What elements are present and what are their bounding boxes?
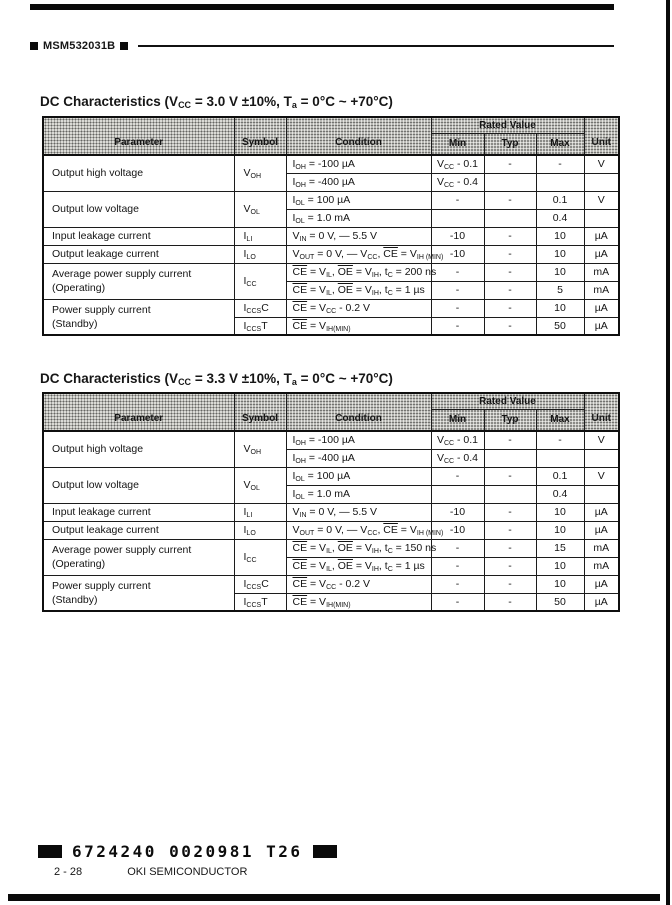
unit-cell: V [584,155,619,173]
max-cell: 10 [536,557,584,575]
typ-cell [484,209,536,227]
min-cell: - [431,299,484,317]
page-top-rule [30,4,614,10]
min-cell: -10 [431,521,484,539]
column-header-condition: Condition [286,393,431,431]
unit-cell [584,449,619,467]
condition-cell: $\overline{CE} = V_{IL}$, $\overline{OE} = V_{IH}$, $t_C = 150$ ns [286,539,431,557]
unit-cell [584,485,619,503]
min-cell: -10 [431,503,484,521]
unit-cell: mA [584,557,619,575]
dc-characteristics-table-3v0 [42,116,620,336]
typ-cell: - [484,155,536,173]
footer-code-line [28,842,347,861]
parameter-cell: Output low voltage [43,191,234,227]
typ-cell: - [484,503,536,521]
parameter-cell: Average power supply current (Operating) [43,539,234,575]
parameter-cell: Output high voltage [43,155,234,191]
min-cell: - [431,467,484,485]
typ-cell [484,449,536,467]
condition-cell: $V_{OUT} = 0$ V, — $V_{CC}$, $\overline{CE} = V_{IH (MIN)}$ [286,245,431,263]
min-cell [431,485,484,503]
table-row [43,263,619,281]
table-row [43,575,619,593]
characteristics-table [42,116,620,336]
symbol-cell: $V_{OH}$ [234,431,286,467]
typ-cell: - [484,539,536,557]
typ-cell: - [484,191,536,209]
black-square-icon [38,845,62,858]
max-cell: 0.4 [536,485,584,503]
min-cell: - [431,539,484,557]
max-cell: - [536,155,584,173]
unit-cell: µA [584,575,619,593]
typ-cell: - [484,227,536,245]
typ-cell [484,173,536,191]
table-row [43,245,619,263]
column-header-parameter: Parameter [43,117,234,155]
unit-cell: V [584,431,619,449]
condition-cell: $I_{OL} = 100$ µA [286,191,431,209]
typ-cell: - [484,521,536,539]
parameter-cell: Input leakage current [43,503,234,521]
min-cell: - [431,263,484,281]
unit-cell [584,209,619,227]
condition-cell: $I_{OH} = -100$ µA [286,431,431,449]
unit-cell: µA [584,299,619,317]
parameter-cell: Input leakage current [43,227,234,245]
unit-cell: µA [584,503,619,521]
condition-cell: $\overline{CE} = V_{CC} - 0.2$ V [286,575,431,593]
dc-characteristics-table-3v3 [42,392,620,612]
min-cell: $V_{CC} - 0.4$ [431,173,484,191]
min-cell: - [431,191,484,209]
condition-cell: $I_{OH} = -400$ µA [286,449,431,467]
unit-cell: µA [584,227,619,245]
parameter-cell: Output leakage current [43,521,234,539]
typ-cell: - [484,557,536,575]
condition-cell: $\overline{CE} = V_{IL}$, $\overline{OE} = V_{IH}$, $t_C = 1$ µs [286,281,431,299]
unit-cell: µA [584,245,619,263]
characteristics-table [42,392,620,612]
table-row [43,191,619,209]
column-header-typ: Typ [484,133,536,155]
min-cell [431,209,484,227]
section-title-dc-characteristics-3v0: DC Characteristics ($V_{CC} = 3.0$ V ±10%, $T_a = 0^\circ C$ ~ +70°C) [40,94,393,110]
condition-cell: $V_{IN} = 0$ V, — 5.5 V [286,503,431,521]
company-name: OKI SEMICONDUCTOR [127,866,248,878]
typ-cell: - [484,431,536,449]
min-cell: $V_{CC} - 0.1$ [431,155,484,173]
unit-cell: µA [584,593,619,611]
condition-cell: $I_{OH} = -100$ µA [286,155,431,173]
max-cell: 5 [536,281,584,299]
black-square-icon [120,42,128,50]
table-row [43,539,619,557]
column-header-symbol: Symbol [234,117,286,155]
column-header-rated-value: Rated Value [431,393,584,409]
max-cell: 10 [536,245,584,263]
min-cell: $V_{CC} - 0.4$ [431,449,484,467]
unit-cell: µA [584,521,619,539]
parameter-cell: Output leakage current [43,245,234,263]
max-cell [536,173,584,191]
table-row [43,467,619,485]
symbol-cell: $I_{CCS}C$ [234,299,286,317]
max-cell: 50 [536,317,584,335]
page-number: 2 - 28 [54,866,83,878]
unit-cell: µA [584,317,619,335]
parameter-cell: Power supply current (Standby) [43,575,234,611]
condition-cell: $I_{OH} = -400$ µA [286,173,431,191]
max-cell: 0.4 [536,209,584,227]
max-cell: 10 [536,227,584,245]
table-row [43,227,619,245]
condition-cell: $\overline{CE} = V_{IH(MIN)}$ [286,317,431,335]
unit-cell: mA [584,281,619,299]
section-title-dc-characteristics-3v3: DC Characteristics ($V_{CC} = 3.3$ V ±10%, $T_a = 0^\circ C$ ~ +70°C) [40,371,393,387]
header-rule [138,45,614,47]
min-cell: - [431,593,484,611]
unit-cell: V [584,467,619,485]
part-number: MSM532031B [43,40,116,52]
column-header-max: Max [536,409,584,431]
typ-cell: - [484,317,536,335]
condition-cell: $V_{OUT} = 0$ V, — $V_{CC}$, $\overline{CE} = V_{IH (MIN)}$ [286,521,431,539]
table-row [43,299,619,317]
unit-cell [584,173,619,191]
max-cell [536,449,584,467]
symbol-cell: $I_{LO}$ [234,521,286,539]
min-cell: -10 [431,245,484,263]
max-cell: 0.1 [536,191,584,209]
page-right-rule [666,0,670,905]
page-bottom-rule [8,894,660,901]
min-cell: -10 [431,227,484,245]
column-header-parameter: Parameter [43,393,234,431]
column-header-typ: Typ [484,409,536,431]
typ-cell: - [484,593,536,611]
symbol-cell: $I_{CCS}C$ [234,575,286,593]
symbol-cell: $I_{CCS}T$ [234,593,286,611]
max-cell: 10 [536,299,584,317]
table-row [43,431,619,449]
max-cell: 10 [536,521,584,539]
table-row [43,521,619,539]
max-cell: 15 [536,539,584,557]
symbol-cell: $I_{LO}$ [234,245,286,263]
max-cell: 50 [536,593,584,611]
typ-cell: - [484,299,536,317]
parameter-cell: Average power supply current (Operating) [43,263,234,299]
condition-cell: $\overline{CE} = V_{CC} - 0.2$ V [286,299,431,317]
column-header-rated-value: Rated Value [431,117,584,133]
symbol-cell: $I_{CC}$ [234,539,286,575]
typ-cell: - [484,281,536,299]
max-cell: 0.1 [536,467,584,485]
table-row [43,155,619,173]
column-header-symbol: Symbol [234,393,286,431]
footer-info-line [54,866,247,878]
max-cell: 10 [536,263,584,281]
symbol-cell: $V_{OL}$ [234,467,286,503]
symbol-cell: $V_{OL}$ [234,191,286,227]
typ-cell: - [484,263,536,281]
unit-cell: V [584,191,619,209]
parameter-cell: Output low voltage [43,467,234,503]
condition-cell: $I_{OL} = 1.0$ mA [286,485,431,503]
symbol-cell: $V_{OH}$ [234,155,286,191]
condition-cell: $I_{OL} = 100$ µA [286,467,431,485]
min-cell: $V_{CC} - 0.1$ [431,431,484,449]
symbol-cell: $I_{LI}$ [234,503,286,521]
symbol-cell: $I_{CC}$ [234,263,286,299]
condition-cell: $\overline{CE} = V_{IH(MIN)}$ [286,593,431,611]
symbol-cell: $I_{CCS}T$ [234,317,286,335]
max-cell: - [536,431,584,449]
condition-cell: $\overline{CE} = V_{IL}$, $\overline{OE} = V_{IH}$, $t_C = 200$ ns [286,263,431,281]
black-square-icon [30,42,38,50]
parameter-cell: Output high voltage [43,431,234,467]
unit-cell: mA [584,539,619,557]
typ-cell: - [484,575,536,593]
document-header [30,40,614,52]
condition-cell: $I_{OL} = 1.0$ mA [286,209,431,227]
column-header-unit: Unit [584,117,619,155]
min-cell: - [431,575,484,593]
max-cell: 10 [536,503,584,521]
typ-cell: - [484,467,536,485]
typ-cell [484,485,536,503]
black-square-icon [313,845,337,858]
column-header-min: Min [431,133,484,155]
column-header-unit: Unit [584,393,619,431]
symbol-cell: $I_{LI}$ [234,227,286,245]
table-row [43,503,619,521]
parameter-cell: Power supply current (Standby) [43,299,234,335]
unit-cell: mA [584,263,619,281]
condition-cell: $\overline{CE} = V_{IL}$, $\overline{OE} = V_{IH}$, $t_C = 1$ µs [286,557,431,575]
column-header-max: Max [536,133,584,155]
typ-cell: - [484,245,536,263]
column-header-condition: Condition [286,117,431,155]
column-header-min: Min [431,409,484,431]
min-cell: - [431,281,484,299]
footer-code: 6724240 0020981 T26 [72,842,303,861]
max-cell: 10 [536,575,584,593]
min-cell: - [431,557,484,575]
min-cell: - [431,317,484,335]
condition-cell: $V_{IN} = 0$ V, — 5.5 V [286,227,431,245]
